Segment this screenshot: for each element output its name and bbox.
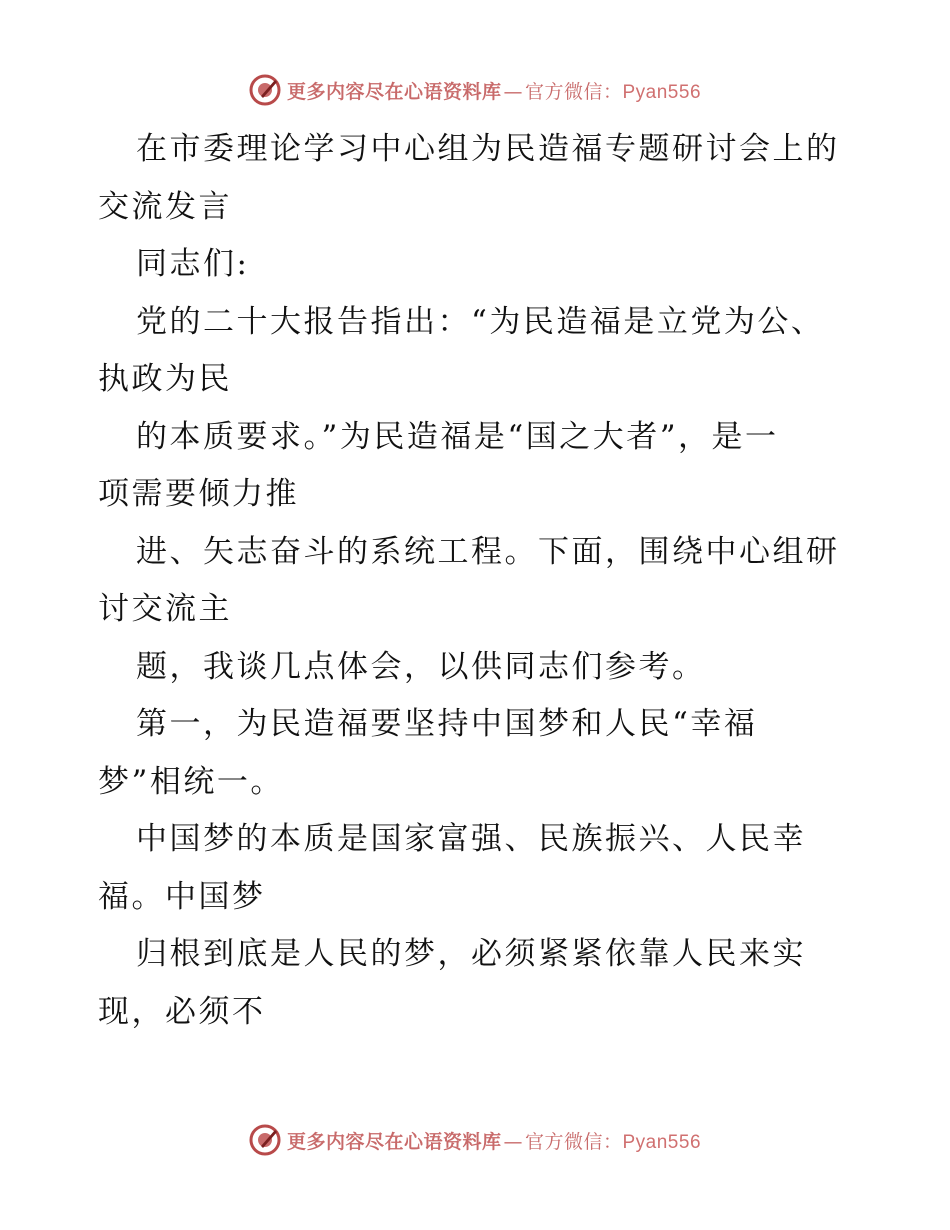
header-watermark xyxy=(0,70,950,110)
doc-line: 的本质要求。”为民造福是“国之大者”，是一 xyxy=(136,418,779,455)
doc-line: 党的二十大报告指出：“为民造福是立党为公、 xyxy=(136,303,825,340)
doc-line: 现，必须不 xyxy=(98,993,266,1030)
watermark-text xyxy=(287,1127,701,1154)
doc-line: 归根到底是人民的梦，必须紧紧依靠人民来实 xyxy=(136,936,806,972)
document-body xyxy=(98,121,858,1041)
watermark-main: 更多内容尽在心语资料库 xyxy=(286,80,502,103)
doc-line: 讨交流主 xyxy=(98,591,232,627)
watermark-wechat-id: Pyan556 xyxy=(622,81,702,103)
watermark-dash: — xyxy=(503,80,523,103)
doc-line: 中国梦的本质是国家富强、民族振兴、人民幸 xyxy=(136,821,806,857)
watermark-wechat-label: 官方微信： xyxy=(524,1130,623,1153)
watermark-main: 更多内容尽在心语资料库 xyxy=(286,1130,502,1153)
doc-line: 福。中国梦 xyxy=(98,878,266,915)
watermark-dash: — xyxy=(503,1130,523,1153)
doc-line: 执政为民 xyxy=(98,361,232,397)
doc-salutation: 同志们: xyxy=(136,246,250,282)
doc-line: 项需要倾力推 xyxy=(98,476,299,512)
doc-line: 进、矢志奋斗的系统工程。下面，围绕中心组研 xyxy=(136,533,840,570)
doc-title-line-1: 在市委理论学习中心组为民造福专题研讨会上的 xyxy=(136,131,840,167)
footer-watermark xyxy=(0,1120,950,1160)
doc-section-heading-1-cont: 梦”相统一。 xyxy=(98,763,284,800)
logo-pen-icon xyxy=(249,1124,281,1156)
watermark-wechat-id: Pyan556 xyxy=(622,1131,702,1153)
doc-section-heading-1: 第一，为民造福要坚持中国梦和人民“幸福 xyxy=(136,706,758,742)
logo-pen-icon xyxy=(249,74,281,106)
watermark-text xyxy=(287,77,701,104)
doc-title-line-2: 交流发言 xyxy=(98,188,232,225)
doc-line: 题，我谈几点体会，以供同志们参考。 xyxy=(136,648,706,685)
watermark-wechat-label: 官方微信： xyxy=(524,80,623,103)
